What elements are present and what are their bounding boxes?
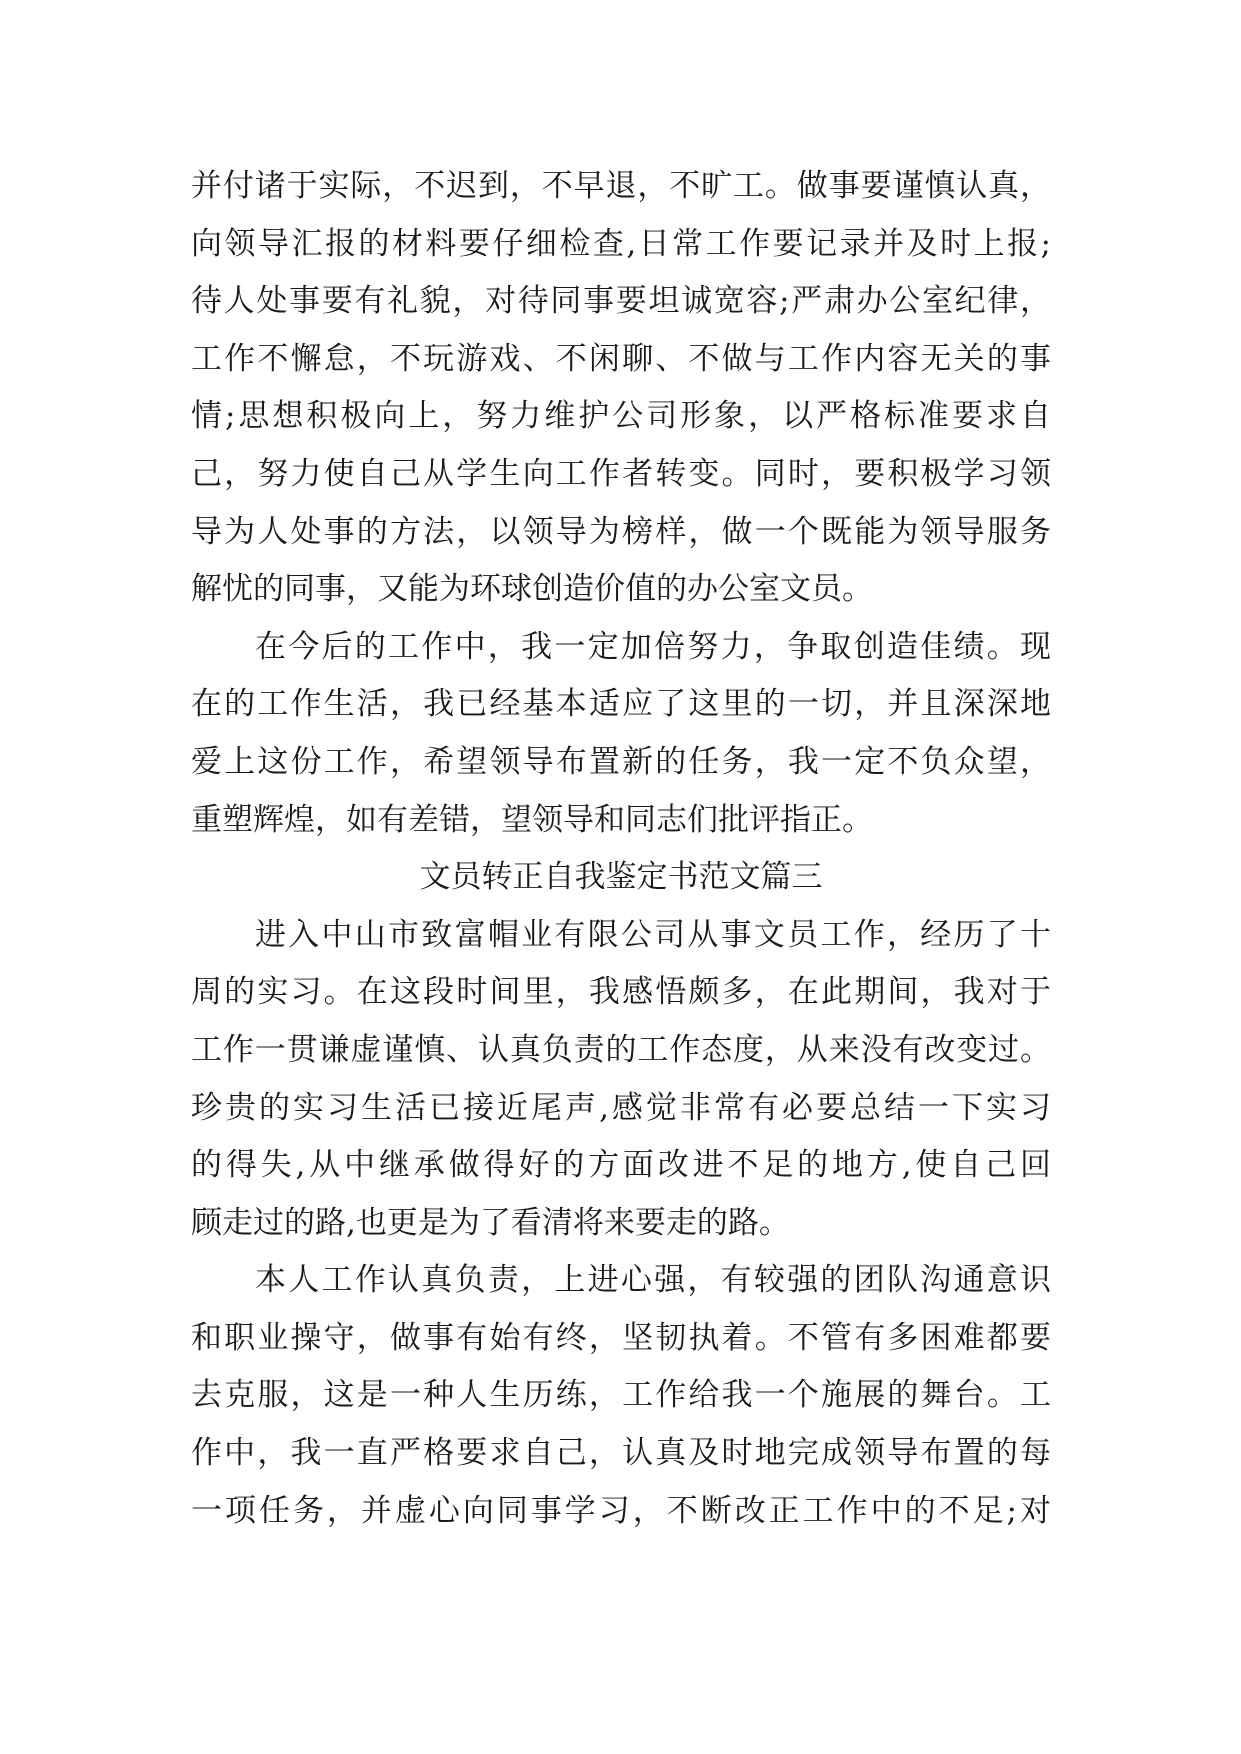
paragraph-3 <box>191 907 1051 1253</box>
text-line-last: 解忧的同事，又能为环球创造价值的办公室文员。 <box>191 571 873 608</box>
paragraph-1 <box>191 158 1051 619</box>
text-line-first: 在今后的工作中，我一定加倍努力，争取创造佳绩。现 <box>255 628 1051 665</box>
text-line: 去克服，这是一种人生历练，工作给我一个施展的舞台。工 <box>191 1377 1051 1414</box>
text-line: 和职业操守，做事有始有终，坚韧执着。不管有多困难都要 <box>191 1319 1051 1356</box>
text-line: 导为人处事的方法，以领导为榜样，做一个既能为领导服务 <box>191 513 1051 550</box>
text-line: 待人处事要有礼貌，对待同事要坦诚宽容;严肃办公室纪律， <box>191 283 1051 320</box>
text-line: 爱上这份工作，希望领导布置新的任务，我一定不负众望， <box>191 743 1051 780</box>
text-line-first: 进入中山市致富帽业有限公司从事文员工作，经历了十 <box>255 916 1051 953</box>
text-line: 一项任务，并虚心向同事学习，不断改正工作中的不足;对 <box>191 1492 1051 1529</box>
text-line-last: 重塑辉煌，如有差错，望领导和同志们批评指正。 <box>191 801 873 838</box>
text-line: 周的实习。在这段时间里，我感悟颇多，在此期间，我对于 <box>191 974 1051 1011</box>
text-line: 向领导汇报的材料要仔细检查,日常工作要记录并及时上报; <box>191 225 1051 262</box>
text-line: 并付诸于实际，不迟到，不早退，不旷工。做事要谨慎认真， <box>191 168 1051 204</box>
text-line: 作中，我一直严格要求自己，认真及时地完成领导布置的每 <box>191 1435 1051 1472</box>
text-line: 在的工作生活，我已经基本适应了这里的一切，并且深深地 <box>191 686 1051 723</box>
text-line: 珍贵的实习生活已接近尾声,感觉非常有必要总结一下实习 <box>191 1089 1051 1126</box>
text-line: 己，努力使自己从学生向工作者转变。同时，要积极学习领 <box>191 455 1051 492</box>
text-line: 工作一贯谦虚谨慎、认真负责的工作态度，从来没有改变过。 <box>191 1031 1051 1068</box>
paragraph-4 <box>191 1252 1051 1540</box>
text-line-last: 顾走过的路,也更是为了看清将来要走的路。 <box>191 1204 790 1241</box>
text-line-first: 本人工作认真负责，上进心强，有较强的团队沟通意识 <box>255 1262 1051 1299</box>
text-line: 工作不懈怠，不玩游戏、不闲聊、不做与工作内容无关的事 <box>191 340 1051 377</box>
section-heading: 文员转正自我鉴定书范文篇三 <box>419 859 823 896</box>
document-body <box>191 158 1051 1540</box>
text-line: 情;思想积极向上，努力维护公司形象，以严格标准要求自 <box>191 398 1051 435</box>
paragraph-2 <box>191 619 1051 849</box>
text-line: 的得失,从中继承做得好的方面改进不足的地方,使自己回 <box>191 1147 1051 1184</box>
